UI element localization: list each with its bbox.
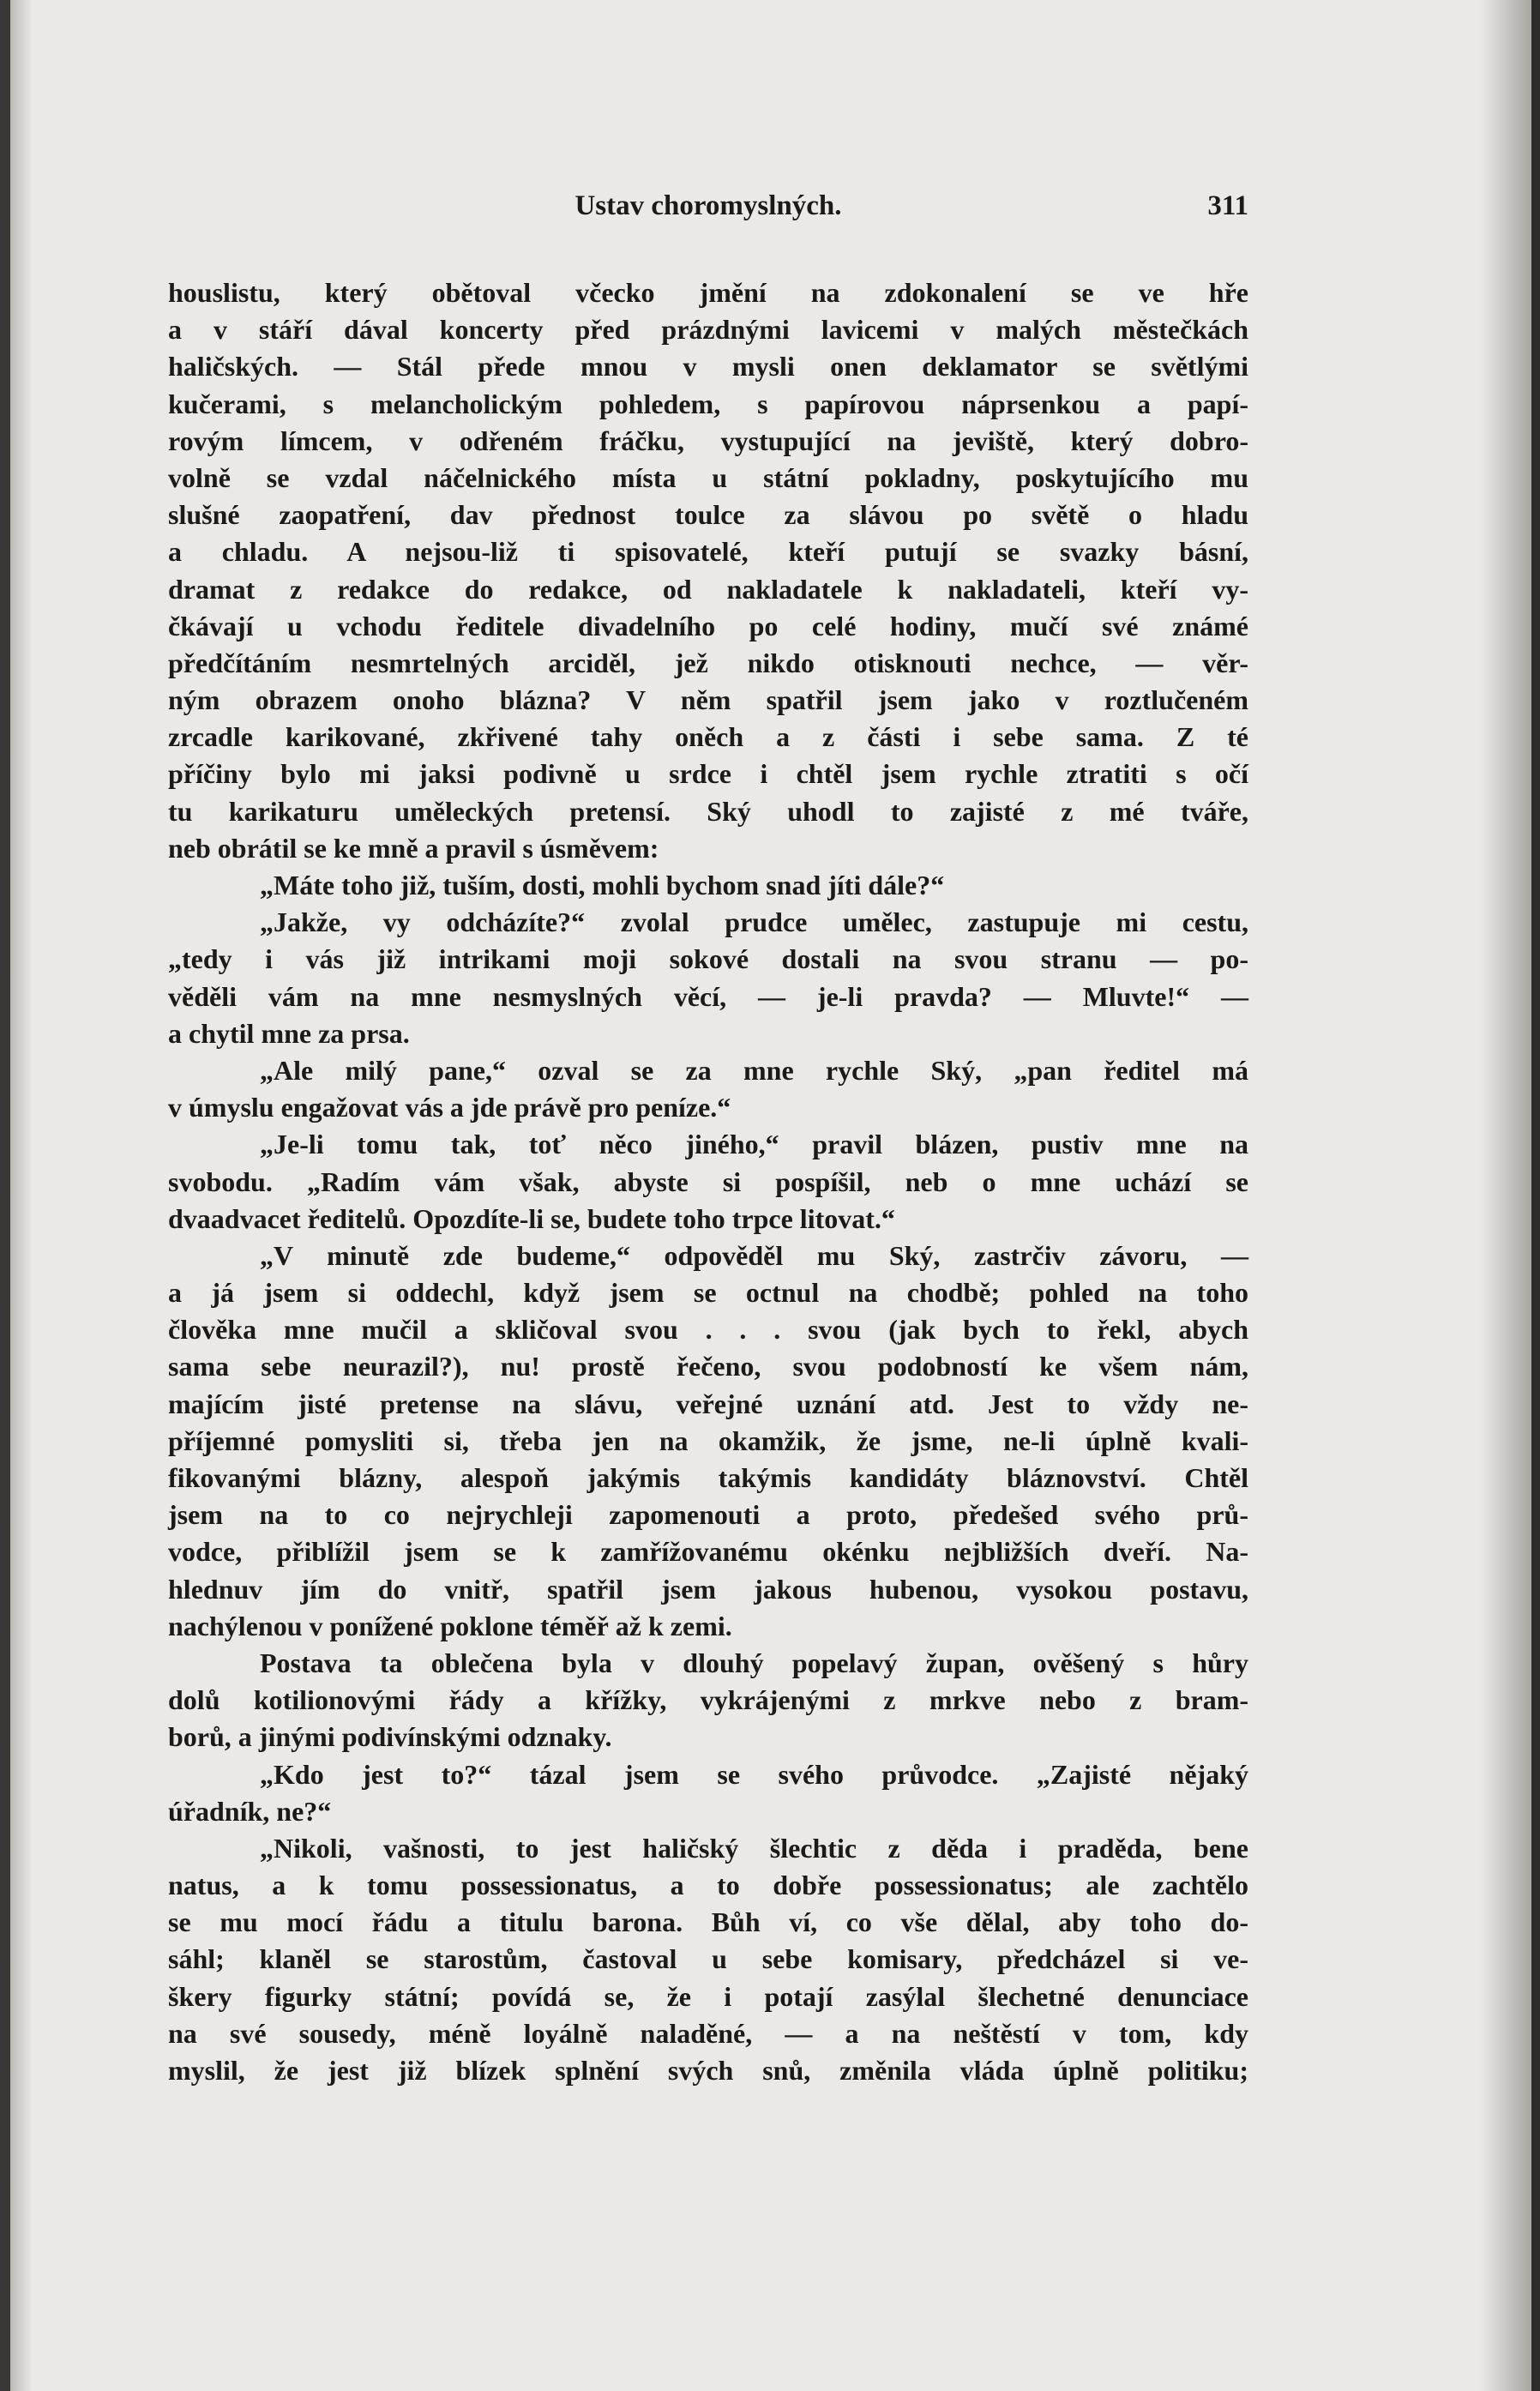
text-line: člověka mne mučil a skličoval svou . . . svou (jak bych to řekl, abych xyxy=(168,1314,1248,1346)
text-line: neb obrátil se ke mně a pravil s úsměvem: xyxy=(168,832,659,864)
text-line: svobodu. „Radím vám však, abyste si pospíšil, neb o mne uchází se xyxy=(168,1165,1248,1197)
text-line: hlednuv jím do vnitř, spatřil jsem jakous hubenou, vysokou postavu, xyxy=(168,1573,1248,1605)
text-line: „Jakže, vy odcházíte?“ zvolal prudce umělec, zastupuje mi cestu, xyxy=(260,906,1248,938)
text-line: a chladu. A nejsou-liž ti spisovatelé, kteří putují se svazky básní, xyxy=(168,536,1248,568)
page-header xyxy=(168,190,1248,242)
running-title: Ustav choromyslných. xyxy=(574,190,842,221)
text-line: fikovanými blázny, alespoň jakýmis takýmis kandidáty bláznovství. Chtěl xyxy=(168,1462,1248,1493)
text-line: rovým límcem, v odřeném fráčku, vystupující na jeviště, který dobro- xyxy=(168,425,1248,456)
text-line: „V minutě zde budeme,“ odpověděl mu Ský, zastrčiv závoru, — xyxy=(260,1239,1248,1271)
text-line: příjemné pomysliti si, třeba jen na okamžik, že jsme, ne-li úplně kvali- xyxy=(168,1424,1248,1456)
text-line: kučerami, s melancholickým pohledem, s papírovou náprsenkou a papí- xyxy=(168,388,1248,419)
text-line: volně se vzdal náčelnického místa u státní pokladny, poskytujícího mu xyxy=(168,461,1248,493)
text-line: „Nikoli, vašnosti, to jest haličský šlechtic z děda i praděda, bene xyxy=(260,1832,1248,1864)
text-line: nachýlenou v ponížené poklone téměř až k zemi. xyxy=(168,1610,732,1641)
left-page-edge xyxy=(0,0,10,2391)
text-line: sáhl; klaněl se starostům, častoval u sebe komisary, předcházel si ve- xyxy=(168,1943,1248,1975)
text-line: vodce, přiblížil jsem se k zamřížovanému okénku nejbližších dveří. Na- xyxy=(168,1536,1248,1568)
text-line: „Je-li tomu tak, toť něco jiného,“ pravil blázen, pustiv mne na xyxy=(260,1129,1248,1160)
text-line: čkávají u vchodu ředitele divadelního po celé hodiny, mučí své známé xyxy=(168,610,1248,641)
text-line: majícím jisté pretense na slávu, veřejné uznání atd. Jest to vždy ne- xyxy=(168,1388,1248,1419)
body-text xyxy=(168,274,1248,2089)
page-number: 311 xyxy=(1207,190,1248,221)
text-line: Postava ta oblečena byla v dlouhý popelavý župan, ověšený s hůry xyxy=(260,1647,1248,1678)
text-line: tu karikaturu uměleckých pretensí. Ský uhodl to zajisté z mé tváře, xyxy=(168,795,1248,827)
text-line: se mu mocí řádu a titulu barona. Bůh ví, co vše dělal, aby toho do- xyxy=(168,1906,1248,1938)
text-line: houslistu, který obětoval včecko jmění na zdokonalení se ve hře xyxy=(168,277,1248,308)
text-line: myslil, že jest již blízek splnění svých snů, změnila vláda úplně politiku; xyxy=(168,2055,1248,2086)
text-line: úřadník, ne?“ xyxy=(168,1795,332,1827)
text-line: dvaadvacet ředitelů. Opozdíte-li se, budete toho trpce litovat.“ xyxy=(168,1202,895,1234)
text-line: dolů kotilionovými řády a křížky, vykrájenými z mrkve nebo z bram- xyxy=(168,1684,1248,1716)
left-gutter-shadow xyxy=(10,0,33,2391)
text-line: příčiny bylo mi jaksi podivně u srdce i chtěl jsem rychle ztratiti s očí xyxy=(168,758,1248,790)
text-line: zrcadle karikované, zkřivené tahy oněch a z části i sebe sama. Z té xyxy=(168,721,1248,753)
text-line: a chytil mne za prsa. xyxy=(168,1017,410,1049)
text-line: ným obrazem onoho blázna? V něm spatřil jsem jako v roztlučeném xyxy=(168,684,1248,716)
text-line: borů, a jinými podivínskými odznaky. xyxy=(168,1721,612,1753)
text-line: slušné zaopatření, dav přednost toulce za slávou po světě o hladu xyxy=(168,499,1248,531)
text-line: předčítáním nesmrtelných arciděl, jež nikdo otisknouti nechce, — věr- xyxy=(168,647,1248,678)
text-line: škery figurky státní; povídá se, že i potají zasýlal šlechetné denunciace xyxy=(168,1980,1248,2012)
text-line: dramat z redakce do redakce, od nakladatele k nakladateli, kteří vy- xyxy=(168,573,1248,605)
text-line: sama sebe neurazil?), nu! prostě řečeno, svou podobností ke všem nám, xyxy=(168,1351,1248,1382)
text-line: věděli vám na mne nesmyslných věcí, — je-li pravda? — Mluvte!“ — xyxy=(168,980,1248,1012)
text-line: „Kdo jest to?“ tázal jsem se svého průvodce. „Zajisté nějaký xyxy=(260,1758,1248,1790)
text-line: natus, a k tomu possessionatus, a to dobře possessionatus; ale zachtělo xyxy=(168,1870,1248,1901)
text-line: „tedy i vás již intrikami moji sokové dostali na svou stranu — po- xyxy=(168,943,1248,975)
text-line: a v stáří dával koncerty před prázdnými lavicemi v malých městečkách xyxy=(168,314,1248,346)
text-line: jsem na to co nejrychleji zapomenouti a proto, předešed svého prů- xyxy=(168,1499,1248,1531)
text-line: haličských. — Stál přede mnou v mysli onen deklamator se světlými xyxy=(168,351,1248,382)
text-line: na své sousedy, méně loyálně naladěné, — a na neštěstí v tom, kdy xyxy=(168,2017,1248,2049)
text-line: „Ale milý pane,“ ozval se za mne rychle Ský, „pan ředitel má xyxy=(260,1054,1248,1086)
text-line: a já jsem si oddechl, když jsem se octnul na chodbě; pohled na toho xyxy=(168,1277,1248,1309)
right-gutter-shadow xyxy=(1480,0,1531,2391)
right-page-edge xyxy=(1531,0,1540,2391)
text-line: „Máte toho již, tuším, dosti, mohli bychom snad jíti dále?“ xyxy=(260,870,945,900)
text-line: v úmyslu engažovat vás a jde právě pro peníze.“ xyxy=(168,1092,731,1123)
